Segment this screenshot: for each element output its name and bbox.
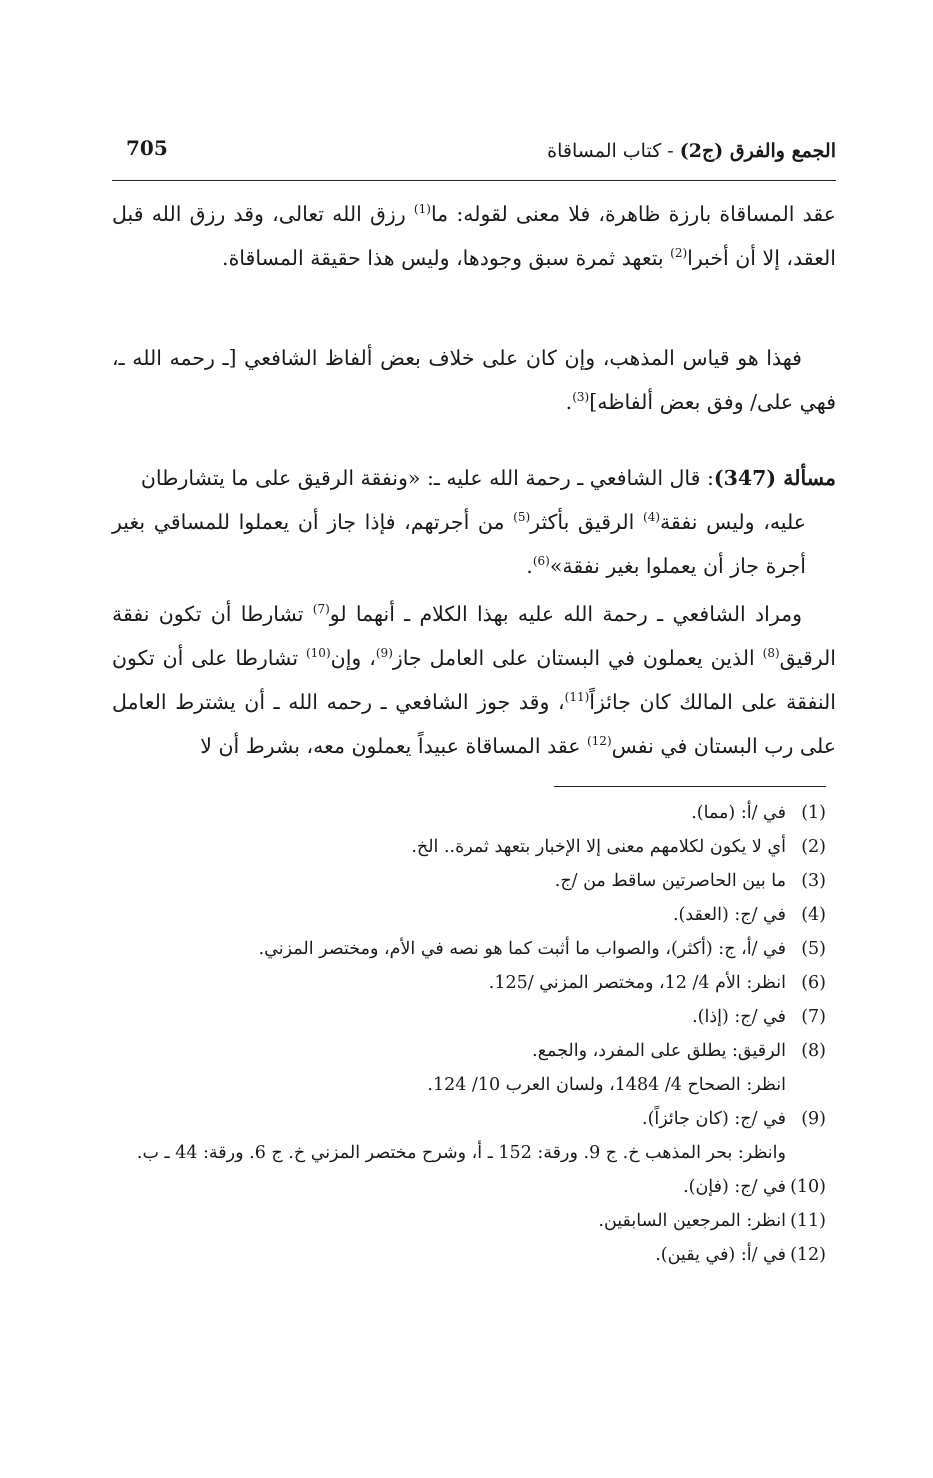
footnote-text: في /ج: (فإن). — [683, 1177, 786, 1197]
footnote-9 — [111, 1102, 826, 1136]
footnotes — [111, 796, 826, 1272]
issue-347 — [112, 456, 836, 588]
footnote-number: (10) — [790, 1177, 826, 1197]
footnote-ref-12[interactable]: (12) — [586, 734, 612, 749]
header-divider — [112, 180, 836, 181]
footnote-11 — [111, 1204, 826, 1238]
footnote-2 — [111, 830, 826, 864]
text-run: عقد المساقاة بارزة ظاهرة، فلا معنى لقوله: ما — [430, 202, 836, 226]
text-run: . — [526, 554, 533, 578]
footnote-7 — [111, 1000, 826, 1034]
footnote-12 — [111, 1238, 826, 1272]
issue-continuation — [112, 500, 836, 588]
footnote-number: (5) — [801, 939, 826, 959]
footnote-number: (1) — [801, 803, 826, 823]
paragraph-2 — [112, 336, 836, 424]
footnote-3 — [111, 864, 826, 898]
footnote-text: في /ج: (العقد). — [672, 905, 786, 925]
text-run: الرقيق بأكثر — [530, 510, 643, 534]
paragraph-4 — [112, 592, 836, 768]
footnote-divider — [554, 786, 826, 787]
footnote-number: (12) — [790, 1245, 826, 1265]
footnote-8-continuation: انظر: الصحاح 4/ 1484، ولسان العرب 10/ 124. — [427, 1075, 786, 1095]
text-run: ومراد الشافعي ـ رحمة الله عليه بهذا الكلام ـ أنهما لو — [329, 602, 803, 626]
footnote-text: في /أ: (في يقين). — [655, 1245, 786, 1265]
running-header — [112, 136, 836, 176]
text-run: تشارطا على أن تكون النفقة على المالك كان جائزاً — [112, 646, 836, 714]
footnote-ref-9[interactable]: (9) — [375, 646, 393, 661]
footnote-number: (6) — [801, 973, 826, 993]
footnote-ref-1[interactable]: (1) — [413, 202, 431, 217]
footnote-text: الرقيق: يطلق على المفرد، والجمع. — [532, 1041, 786, 1061]
paragraph-1 — [112, 192, 836, 280]
footnote-number: (4) — [801, 905, 826, 925]
footnote-5 — [111, 932, 826, 966]
text-run: من أجرتهم، فإذا جاز أن يعملوا للمساقي بغير أجرة جاز أن يعملوا بغير نفقة» — [112, 510, 806, 578]
footnote-text: في /أ: (مما). — [691, 803, 786, 823]
footnote-ref-7[interactable]: (7) — [312, 602, 330, 617]
issue-first-line — [112, 456, 836, 500]
footnote-1 — [111, 796, 826, 830]
footnote-ref-3[interactable]: (3) — [572, 390, 590, 405]
text-run: فهذا هو قياس المذهب، وإن كان على خلاف بعض ألفاظ الشافعي [ـ رحمه الله ـ، فهي على/ وفق بعض ألفاظه] — [112, 346, 836, 414]
footnote-ref-8[interactable]: (8) — [762, 646, 780, 661]
footnote-text: ما بين الحاصرتين ساقط من /ج. — [554, 871, 786, 891]
footnote-number: (7) — [801, 1007, 826, 1027]
footnote-ref-5[interactable]: (5) — [513, 510, 531, 525]
page-number: 705 — [126, 136, 168, 160]
footnote-ref-2[interactable]: (2) — [670, 246, 688, 261]
footnote-number: (9) — [801, 1109, 826, 1129]
text-run: ، وقد جوز الشافعي ـ رحمه الله ـ أن يشترط العامل على رب البستان في نفس — [112, 690, 836, 758]
footnote-ref-10[interactable]: (10) — [305, 646, 331, 661]
text-run: عقد المساقاة عبيداً يعملون معه، بشرط أن لا — [200, 734, 587, 758]
footnote-ref-6[interactable]: (6) — [532, 554, 550, 569]
footnote-ref-4[interactable]: (4) — [643, 510, 661, 525]
footnote-4 — [111, 898, 826, 932]
chapter-title: كتاب المساقاة — [547, 140, 662, 162]
text-run: : قال الشافعي ـ رحمة الله عليه ـ: «ونفقة الرقيق على ما يتشارطان — [140, 466, 714, 490]
footnote-text: انظر: المرجعين السابقين. — [598, 1211, 786, 1231]
footnote-10 — [111, 1170, 826, 1204]
text-run: عليه، وليس نفقة — [660, 510, 807, 534]
text-run: ، وإن — [330, 646, 376, 670]
header-title — [547, 140, 836, 162]
footnote-text: في /ج: (إذا). — [692, 1007, 786, 1027]
footnote-number: (3) — [801, 871, 826, 891]
footnote-text: في /ج: (كان جائزاً). — [642, 1109, 786, 1129]
footnote-number: (8) — [801, 1041, 826, 1061]
text-run: تشارطا أن تكون نفقة الرقيق — [112, 602, 836, 670]
text-run: الذين يعملون في البستان على العامل جاز — [392, 646, 763, 670]
header-separator: - — [661, 140, 680, 162]
footnote-ref-11[interactable]: (11) — [564, 690, 590, 705]
footnote-text: في /أ، ج: (أكثر)، والصواب ما أثبت كما هو نصه في الأم، ومختصر المزني. — [258, 939, 786, 959]
footnote-text: أي لا يكون لكلامهم معنى إلا الإخبار بتعهد ثمرة.. الخ. — [411, 837, 786, 857]
text-run: رزق الله تعالى، وقد رزق الله قبل العقد، إلا أن أخبرا — [112, 202, 836, 270]
footnote-number: (2) — [801, 837, 826, 857]
footnote-text: انظر: الأم 4/ 12، ومختصر المزني /125. — [488, 973, 786, 993]
footnote-6 — [111, 966, 826, 1000]
text-run: بتعهد ثمرة سبق وجودها، وليس هذا حقيقة المساقاة. — [222, 246, 671, 270]
book-title: الجمع والفرق (ج2) — [679, 140, 836, 162]
footnote-8 — [111, 1034, 826, 1068]
issue-label: مسألة (347) — [713, 466, 836, 490]
footnote-number: (11) — [790, 1211, 826, 1231]
text-run: . — [565, 390, 573, 414]
footnote-9-continuation: وانظر: بحر المذهب خ. ج 9. ورقة: 152 ـ أ، وشرح مختصر المزني خ. ج 6. ورقة: 44 ـ ب. — [136, 1143, 786, 1163]
